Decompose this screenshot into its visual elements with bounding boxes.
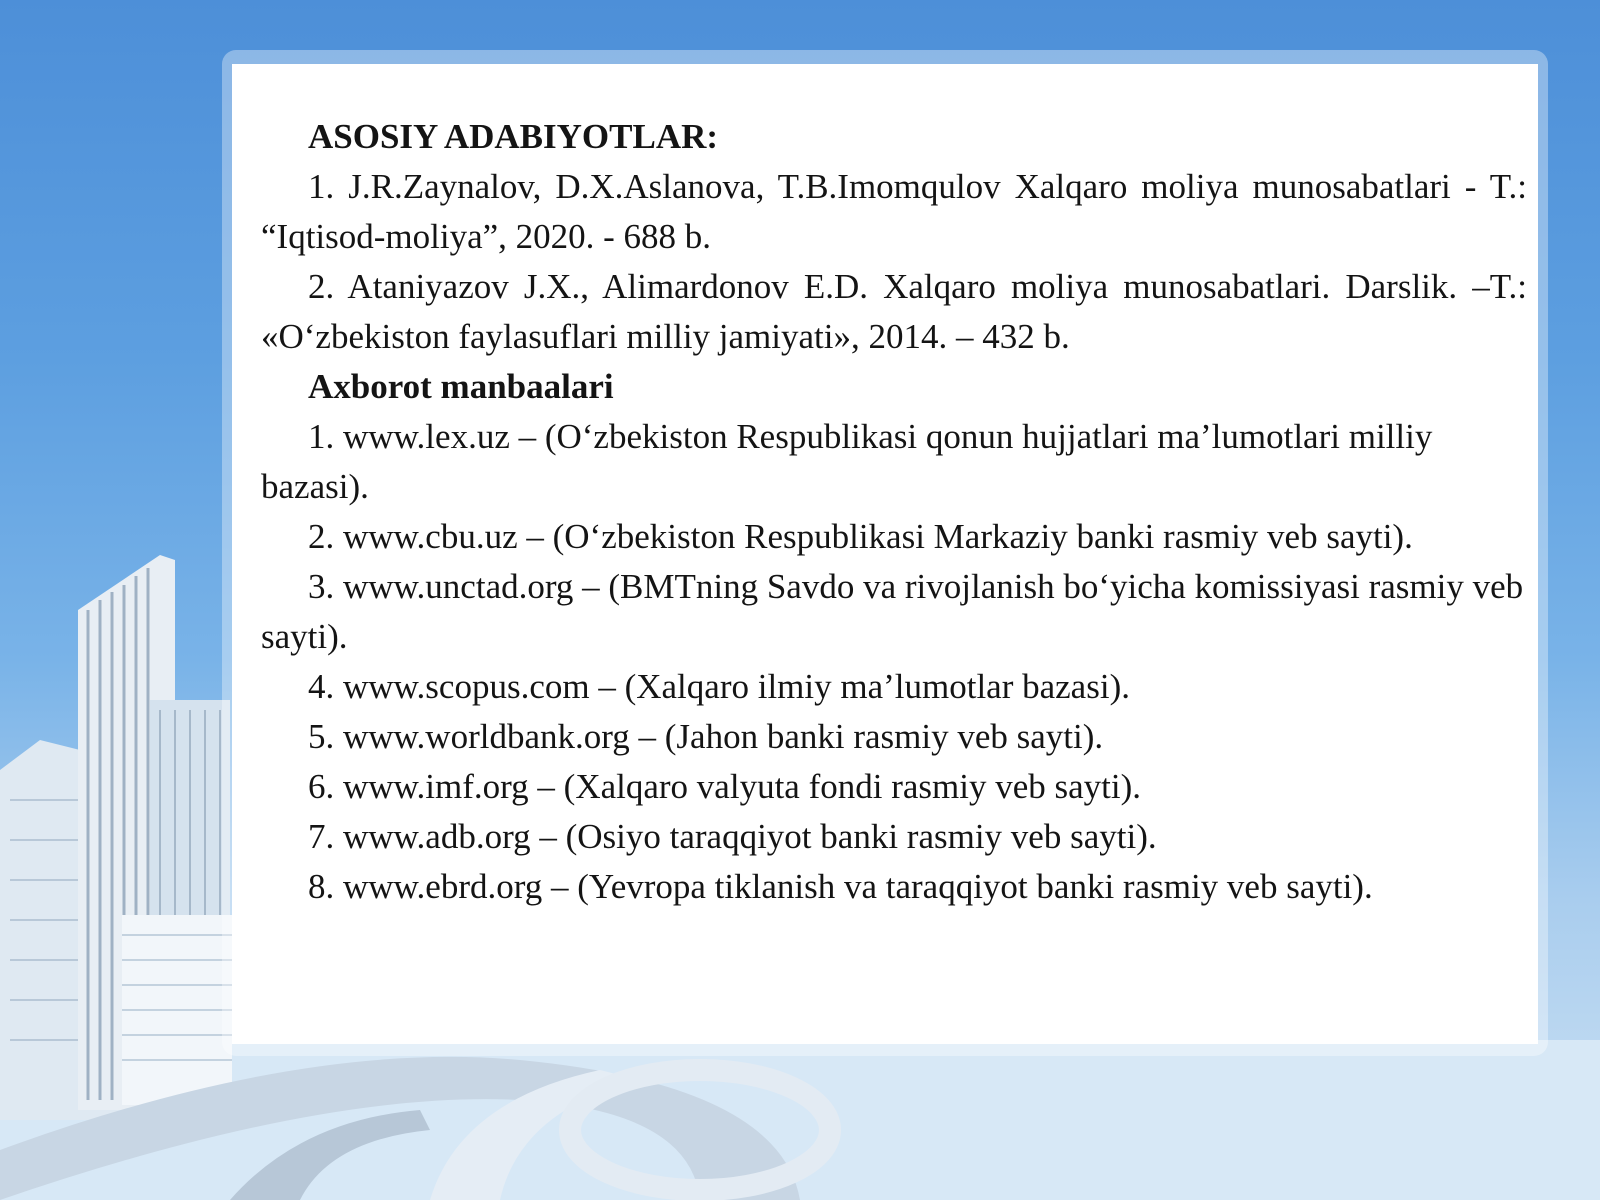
literature-heading: ASOSIY ADABIYOTLAR:: [308, 117, 719, 156]
source-item: 2. www.cbu.uz – (O‘zbekiston Respublikasi Markaziy banki rasmiy veb sayti).: [308, 517, 1413, 556]
source-item: 1. www.lex.uz – (O‘zbekiston Respublikasi qonun hujjatlari ma’lumotlari milliy bazasi).: [261, 417, 1433, 506]
source-item: 7. www.adb.org – (Osiyo taraqqiyot banki rasmiy veb sayti).: [308, 817, 1157, 856]
references-text: [261, 112, 1527, 912]
source-item: 6. www.imf.org – (Xalqaro valyuta fondi rasmiy veb sayti).: [308, 767, 1142, 806]
source-item: 8. www.ebrd.org – (Yevropa tiklanish va taraqqiyot banki rasmiy veb sayti).: [308, 867, 1373, 906]
source-item: 5. www.worldbank.org – (Jahon banki rasmiy veb sayti).: [308, 717, 1104, 756]
literature-item: 2. Ataniyazov J.X., Alimardonov E.D. Xalqaro moliya munosabatlari. Darslik. –T.: «O‘zbekiston faylasuflari milliy jamiyati», 2014. – 432 b.: [261, 267, 1527, 356]
sources-heading: Axborot manbaalari: [308, 367, 614, 406]
literature-item: 1. J.R.Zaynalov, D.X.Aslanova, T.B.Imomqulov Xalqaro moliya munosabatlari - T.: “Iqtisod-moliya”, 2020. - 688 b.: [261, 167, 1527, 256]
source-item: 3. www.unctad.org – (BMTning Savdo va rivojlanish bo‘yicha komissiyasi rasmiy veb sayti).: [261, 567, 1524, 656]
source-item: 4. www.scopus.com – (Xalqaro ilmiy ma’lumotlar bazasi).: [308, 667, 1130, 706]
